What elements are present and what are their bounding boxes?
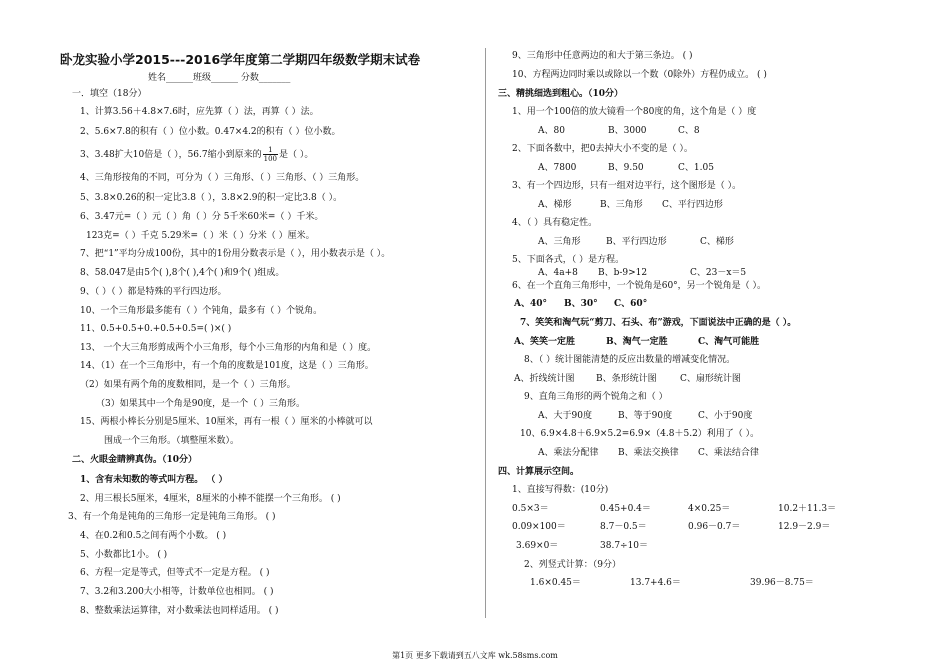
fill-q14b: （2）如果有两个角的度数相同，是一个（ ）三角形。 — [80, 380, 296, 390]
judge-q8: 8、整数乘法运算律，对小数乘法也同样适用。 ( ) — [80, 606, 279, 616]
choice-q4: 4、（ ）具有稳定性。 — [512, 218, 598, 228]
choice-q7: 7、笑笑和淘气玩“剪刀、石头、布”游戏，下面说法中正确的是（ ）。 — [520, 318, 797, 328]
option-b: B、三角形 — [600, 200, 643, 210]
judge-q9: 9、三角形中任意两边的和大于第三条边。 ( ) — [512, 51, 693, 61]
choice-q9-options — [538, 410, 752, 422]
fill-q9: 9、（ ）（ ）都是特殊的平行四边形。 — [80, 287, 227, 297]
choice-q1: 1、用一个100倍的放大镜看一个80度的角，这个角是（ ）度 — [512, 107, 757, 117]
fill-q4: 4、三角形按角的不同，可分为（ ）三角形、（ ）三角形、（ ）三角形。 — [80, 173, 365, 183]
choice-q5-options — [538, 267, 746, 279]
option-c: C、乘法结合律 — [698, 448, 759, 458]
page-footer: 第1页 更多下载请到五八文库 wk.58sms.com — [392, 651, 558, 660]
calc-vertical-heading: 2、列竖式计算：（9分） — [524, 560, 621, 570]
fill-q13: 13、 一个大三角形剪成两个小三角形，每个小三角形的内角和是（ ）度。 — [80, 343, 377, 353]
option-a: A、大于90度 — [538, 411, 592, 421]
option-a: A、4a+8 — [538, 268, 578, 278]
fill-q3-text-b: 是（ ）。 — [279, 150, 314, 160]
fraction-denominator: 100 — [263, 155, 277, 163]
option-a: A、折线统计图 — [514, 374, 575, 384]
fill-q3-text-a: 3、3.48扩大10倍是（ ），56.7缩小到原来的 — [80, 150, 262, 160]
option-b: B、30° — [564, 299, 598, 309]
calc-item: 10.2＋11.3＝ — [778, 504, 837, 514]
fill-q6a: 6、3.47元=（ ）元（ ）角（ ）分 5千米60米=（ ）千米。 — [80, 212, 324, 222]
option-b: B、b-9>12 — [598, 268, 648, 278]
fill-q11: 11、0.5+0.5+0.+0.5+0.5=( )×( ) — [80, 324, 232, 334]
choice-q4-options — [538, 236, 734, 248]
fill-q2: 2、5.6×7.8的积有（ ）位小数。0.47×4.2的积有（ ）位小数。 — [80, 127, 341, 137]
section-calculation-heading: 四、计算展示空间。 — [498, 467, 580, 477]
choice-q1-options — [538, 125, 700, 137]
choice-q10-options — [538, 447, 759, 459]
calc-row-1 — [512, 503, 836, 515]
calc-row-3 — [516, 540, 648, 552]
fill-q1: 1、计算3.56＋4.8×7.6时，应先算（ ）法，再算（ ）法。 — [80, 107, 319, 117]
choice-q5: 5、下面各式，（ ）是方程。 — [512, 255, 625, 265]
calc-direct-heading: 1、直接写得数：(10分) — [512, 485, 609, 495]
option-b: B、平行四边形 — [606, 237, 667, 247]
option-b: B、乘法交换律 — [618, 448, 679, 458]
fill-q3 — [80, 146, 313, 163]
option-b: B、条形统计图 — [596, 374, 657, 384]
option-a: A、三角形 — [538, 237, 581, 247]
fill-q15b: 围成一个三角形。（填整厘米数）。 — [104, 436, 240, 446]
calc-item: 39.96－8.75＝ — [750, 578, 814, 588]
choice-q6: 6、在一个直角三角形中，一个锐角是60°，另一个锐角是（ ）。 — [512, 281, 767, 291]
calc-item: 4×0.25＝ — [688, 504, 731, 514]
calc-row-2 — [512, 521, 830, 533]
judge-q4: 4、在0.2和0.5之间有两个小数。 ( ) — [80, 531, 227, 541]
exam-title: 卧龙实验小学2015---2016学年度第二学期四年级数学期末试卷 — [60, 52, 421, 67]
fill-q14a: 14、（1）在一个三角形中，有一个角的度数是101度，这是（ ）三角形。 — [80, 361, 374, 371]
column-divider — [485, 48, 486, 618]
calc-item: 0.45+0.4＝ — [600, 504, 651, 514]
fill-q15a: 15、两根小棒长分别是5厘米、10厘米，再有一根（ ）厘米的小棒就可以 — [80, 417, 373, 427]
option-b: B、等于90度 — [618, 411, 673, 421]
choice-q8-options — [514, 373, 741, 385]
section-fill-blank-heading: 一．填空（18分） — [72, 89, 147, 99]
option-c: C、平行四边形 — [662, 200, 723, 210]
fill-q6b: 123克=（ ）千克 5.29米=（ ）米（ ）分米（ ）厘米。 — [86, 231, 315, 241]
judge-q1: 1、含有未知数的等式叫方程。 （ ） — [80, 475, 228, 485]
choice-q10: 10、6.9×4.8＋6.9×5.2=6.9×（4.8＋5.2）利用了（ ）。 — [520, 429, 760, 439]
option-c: C、小于90度 — [698, 411, 753, 421]
choice-q8: 8、（ ）统计图能清楚的反应出数量的增减变化情况。 — [524, 355, 736, 365]
judge-q3: 3、有一个角是钝角的三角形一定是钝角三角形。 ( ) — [68, 512, 276, 522]
option-c: C、60° — [614, 299, 648, 309]
fill-q10: 10、一个三角形最多能有（ ）个钝角，最多有（ ）个锐角。 — [80, 306, 323, 316]
fill-q14c: （3）如果其中一个角是90度，是一个（ ）三角形。 — [96, 399, 306, 409]
option-c: C、淘气可能胜 — [698, 337, 760, 347]
calc-item: 8.7－0.5＝ — [600, 522, 647, 532]
option-a: A、40° — [514, 299, 548, 309]
option-c: C、1.05 — [678, 163, 714, 173]
section-choice-heading: 三、精挑细选到粗心。（10分） — [498, 89, 624, 99]
choice-q9: 9、直角三角形的两个锐角之和（ ） — [524, 392, 668, 402]
calc-item: 0.96－0.7＝ — [688, 522, 741, 532]
option-a: A、梯形 — [538, 200, 572, 210]
judge-q10: 10、方程两边同时乘以或除以一个数（0除外）方程仍成立。 ( ) — [512, 70, 767, 80]
option-b: B、3000 — [608, 126, 647, 136]
choice-q7-options — [514, 336, 759, 348]
calc-item: 0.09×100＝ — [512, 522, 566, 532]
calc-item: 1.6×0.45＝ — [530, 578, 581, 588]
fraction-one-hundredth — [263, 146, 278, 163]
fill-q5: 5、3.8×0.26的积一定比3.8（ ），3.8×2.9的积一定比3.8（ ）。 — [80, 193, 343, 203]
choice-q3-options — [538, 199, 723, 211]
judge-q6: 6、方程一定是等式，但等式不一定是方程。 ( ) — [80, 568, 270, 578]
option-a: A、7800 — [538, 163, 577, 173]
judge-q5: 5、小数都比1小。 ( ) — [80, 550, 168, 560]
option-a: A、乘法分配律 — [538, 448, 599, 458]
fill-q7: 7、把“1”平均分成100份，其中的1份用分数表示是（ ），用小数表示是（ ）。 — [80, 249, 391, 259]
calc-row-4 — [530, 577, 814, 589]
judge-q2: 2、用三根长5厘米，4厘米，8厘米的小棒不能摆一个三角形。 ( ) — [80, 494, 341, 504]
calc-item: 13.7+4.6＝ — [630, 578, 681, 588]
option-c: C、梯形 — [700, 237, 734, 247]
option-c: C、扇形统计图 — [680, 374, 741, 384]
option-a: A、80 — [538, 126, 565, 136]
judge-q7: 7、3.2和3.200大小相等，计数单位也相同。 ( ) — [80, 587, 274, 597]
fill-q8: 8、58.047是由5个( ),8个( ),4个( )和9个( )组成。 — [80, 268, 285, 278]
option-b: B、淘气一定胜 — [606, 337, 668, 347]
calc-item: 38.7÷10＝ — [600, 541, 649, 551]
calc-item: 3.69×0＝ — [516, 541, 559, 551]
choice-q2-options — [538, 162, 714, 174]
option-c: C、8 — [678, 126, 700, 136]
fraction-numerator: 1 — [263, 146, 278, 155]
choice-q3: 3、有一个四边形，只有一组对边平行，这个图形是（ ）。 — [512, 181, 742, 191]
calc-item: 0.5×3＝ — [512, 504, 549, 514]
option-a: A、笑笑一定胜 — [514, 337, 575, 347]
option-b: B、9.50 — [608, 163, 644, 173]
section-true-false-heading: 二、火眼金睛辨真伪。（10分） — [72, 455, 198, 465]
calc-item: 12.9－2.9＝ — [778, 522, 831, 532]
option-c: C、23－x＝5 — [690, 268, 747, 278]
student-info-line: 姓名______班级______ 分数_______ — [148, 73, 291, 83]
choice-q2: 2、下面各数中，把0去掉大小不变的是（ ）。 — [512, 144, 693, 154]
choice-q6-options — [514, 298, 647, 310]
